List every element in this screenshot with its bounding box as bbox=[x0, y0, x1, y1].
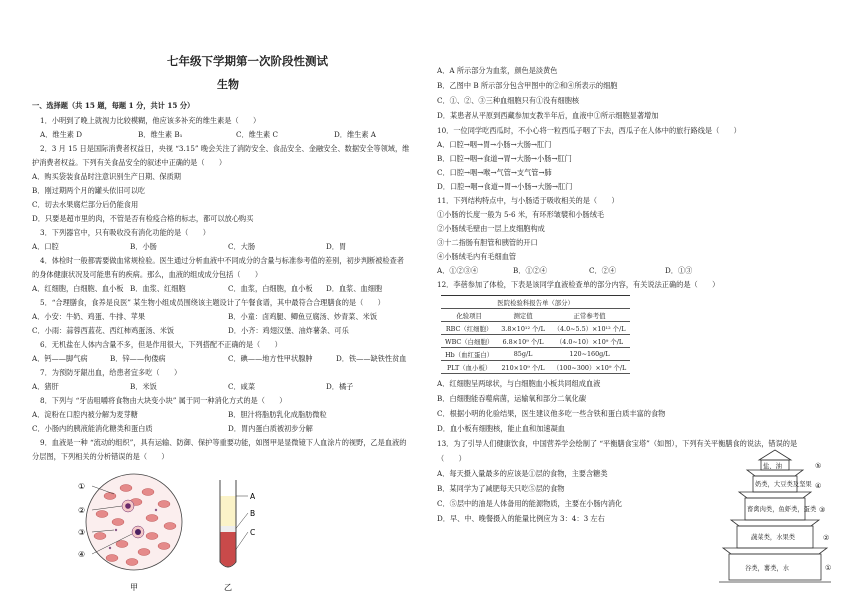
question-8: 8．下列与 “牙齿咀嚼将食物由大块变小块” 属于同一种消化方式的是（ ） bbox=[40, 396, 287, 405]
lab-report-table bbox=[441, 295, 630, 374]
question-11: 11．下列结构特点中，与小肠适于吸收相关的是（ ） bbox=[437, 196, 619, 205]
option[interactable]: C．小肠内的胰液能消化糖类和蛋白质 bbox=[32, 424, 153, 433]
table-row bbox=[441, 335, 630, 348]
option[interactable]: D．胃 bbox=[326, 242, 347, 251]
question-12: 12．李蓓参加了体检，下表是该同学血液检查单的部分内容，有关说法正确的是（ ） bbox=[437, 280, 720, 289]
option[interactable]: C．②④ bbox=[589, 266, 617, 275]
cell: RBC（红细胞） bbox=[441, 322, 497, 335]
pagoda-level: 畜禽肉类，鱼虾类，蛋类 bbox=[747, 506, 817, 513]
cell: （4.0~10）×10⁹ 个/L bbox=[549, 335, 630, 348]
question-4: 4．体检时一般都需要做血常规检验。医生通过分析血液中不同成分的含量与标准参考值的差别，初步判断被检查者 bbox=[40, 256, 404, 265]
option[interactable]: D．小齐：鸡翅汉堡、油炸薯条、可乐 bbox=[228, 326, 349, 335]
option[interactable]: B．某同学为了减肥每天只吃⑤层的食物 bbox=[437, 484, 565, 493]
option[interactable]: C．大肠 bbox=[228, 242, 256, 251]
cell: PLT（血小板） bbox=[441, 361, 497, 374]
cell: 85g/L bbox=[497, 348, 549, 361]
blood-smear bbox=[78, 474, 182, 592]
cell: Hb（血红蛋白） bbox=[441, 348, 497, 361]
label: B bbox=[250, 509, 256, 518]
option[interactable]: A．猪肝 bbox=[32, 382, 59, 391]
option[interactable]: C．碘——地方性甲状腺肿 bbox=[228, 354, 313, 363]
cell: （100~300）×10⁹ 个/L bbox=[549, 361, 630, 374]
option[interactable]: B．①②④ bbox=[513, 266, 548, 275]
column-header: 化验项目 bbox=[441, 309, 497, 322]
option[interactable]: A．红细胞呈两球状，与白细胞血小板共同组成血液 bbox=[437, 379, 601, 388]
question-2: 2．3 月 15 日是国际消费者权益日，央视 “3.15” 晚会关注了消防安全、食品安全、金融安全、数据安全等领域，维 bbox=[40, 144, 410, 153]
pagoda-number: ③ bbox=[819, 506, 826, 514]
pagoda-number: ① bbox=[825, 564, 832, 572]
option[interactable]: D．①③ bbox=[665, 266, 693, 275]
q7-options bbox=[32, 382, 424, 391]
caption: 乙 bbox=[224, 583, 232, 592]
cell: （4.0~5.5）×10¹² 个/L bbox=[549, 322, 630, 335]
option[interactable]: D．胃内蛋白质被初步分解 bbox=[228, 424, 313, 433]
option[interactable]: D．铁——缺铁性贫血 bbox=[336, 354, 407, 363]
statement: ②小肠绒毛壁由一层上皮细胞构成 bbox=[437, 224, 545, 233]
option[interactable]: D．血浆、血细胞 bbox=[326, 284, 383, 293]
option[interactable]: B．血浆、红细胞 bbox=[130, 284, 186, 293]
question-7: 7．为预防牙龈出血，给患者宜多吃（ ） bbox=[40, 368, 182, 377]
cell: WBC（白细胞） bbox=[441, 335, 497, 348]
option[interactable]: C．⑤层中的油是人体备用的能源物质，主要在小肠内消化 bbox=[437, 499, 623, 508]
question-9-cont: 分层图，下列相关的分析错误的是（ ） bbox=[32, 452, 169, 461]
statement: ①小肠的长度一般为 5-6 米，有环形皱襞和小肠绒毛 bbox=[437, 210, 605, 219]
question-4-cont: 的身体健康状况及可能患有的疾病。那么，血液的组成成分包括（ ） bbox=[32, 270, 263, 279]
option[interactable]: B．小肠 bbox=[130, 242, 157, 251]
option[interactable]: A．A 所示部分为血浆，颜色是淡黄色 bbox=[437, 66, 558, 75]
test-tube bbox=[220, 480, 256, 592]
blood-figure bbox=[52, 466, 302, 596]
subject-title: 生物 bbox=[217, 78, 239, 91]
pagoda-level: 盐、油 bbox=[763, 463, 782, 470]
option[interactable]: A．红细胞，白细胞、血小板 bbox=[32, 284, 124, 293]
option[interactable]: D．某患者从平原到西藏参加支教半年后，血液中①所示细胞显著增加 bbox=[437, 111, 659, 120]
cell: 6.8×10⁹ 个/L bbox=[497, 335, 549, 348]
question-10: 10．一位同学吃西瓜时，不小心将一粒西瓜子咽了下去，西瓜子在人体中的旅行路线是（ ） bbox=[437, 126, 741, 135]
option[interactable]: D．维生素 A bbox=[334, 130, 376, 139]
question-3: 3．下列器官中，只有吸收没有消化功能的是（ ） bbox=[40, 228, 210, 237]
option[interactable]: B．米饭 bbox=[130, 382, 157, 391]
option[interactable]: C．咸菜 bbox=[228, 382, 256, 391]
label: A bbox=[250, 492, 256, 501]
option[interactable]: C．切去水果腐烂部分后仍能食用 bbox=[32, 200, 139, 209]
question-2-cont: 护消费者权益。下列有关食品安全的叙述中正确的是（ ） bbox=[32, 158, 227, 167]
option[interactable]: C．根据小明的化验结果，医生建议他多吃一些含铁和蛋白质丰富的食物 bbox=[437, 409, 666, 418]
option[interactable]: A．口腔 bbox=[32, 242, 59, 251]
option[interactable]: D．血小板有细胞核，能止血和加速凝血 bbox=[437, 424, 565, 433]
cell: 210×10⁹ 个/L bbox=[497, 361, 549, 374]
pagoda-number: ⑤ bbox=[815, 462, 822, 470]
table-row bbox=[441, 322, 630, 335]
column-header: 测定值 bbox=[497, 309, 549, 322]
pagoda-level: 蔬菜类，水果类 bbox=[751, 534, 796, 541]
option[interactable]: A．每天摄入量最多的应该是①层的食物，主要含糖类 bbox=[437, 469, 608, 478]
option[interactable]: C．①、②、③三种血细胞只有①没有细胞核 bbox=[437, 96, 580, 105]
option[interactable]: A．小安：牛奶、鸡蛋、牛排、苹果 bbox=[32, 312, 146, 321]
q1-options bbox=[40, 130, 432, 139]
table-header bbox=[441, 309, 630, 322]
option[interactable]: A．淀粉在口腔内被分解为麦芽糖 bbox=[32, 410, 138, 419]
question-9: 9．血液是一种 “流动的组织”，具有运输、防御、保护等重要功能，如图甲是显微镜下人血涂片的视野，乙是血液的 bbox=[40, 438, 407, 447]
section-heading: 一、选择题（共 15 题，每题 1 分，共计 15 分） bbox=[32, 101, 195, 110]
column-header: 正常参考值 bbox=[549, 309, 630, 322]
cell: 120~160g/L bbox=[549, 348, 630, 361]
question-6: 6．无机盐在人体内含量不多，但是作用很大，下列搭配不正确的是（ ） bbox=[40, 340, 282, 349]
pagoda-level: 谷类，薯类，水 bbox=[745, 565, 790, 572]
option[interactable]: B．维生素 B₁ bbox=[138, 130, 183, 139]
option[interactable]: C．维生素 C bbox=[236, 130, 279, 139]
option[interactable]: B．刚过期两个月的罐头依旧可以吃 bbox=[32, 186, 146, 195]
question-13: 13．为了引导人们健康饮食，中国营养学会绘制了 “平衡膳食宝塔”（如图），下列有关平衡膳食的说法，错误的是 bbox=[437, 439, 798, 448]
option[interactable]: B．小童：卤鸡腿、鲫鱼豆腐汤、炒青菜、米饭 bbox=[228, 312, 378, 321]
option[interactable]: C．小雨：蒜蓉西蓝花、西红柿鸡蛋汤、米饭 bbox=[32, 326, 175, 335]
option[interactable]: B．胆汁将脂肪乳化成脂肪微粒 bbox=[228, 410, 327, 419]
label: ① bbox=[78, 482, 86, 491]
pagoda-number: ② bbox=[823, 534, 830, 542]
option[interactable]: B．锌——佝偻病 bbox=[110, 354, 166, 363]
statement: ③十二指肠有胆管和胰管的开口 bbox=[437, 238, 538, 247]
label: ③ bbox=[78, 528, 86, 537]
q3-options bbox=[32, 242, 424, 251]
food-pagoda bbox=[715, 446, 835, 596]
option[interactable]: D．口腔→咽→食道→胃→小肠→大肠→肛门 bbox=[437, 182, 573, 191]
pagoda-level: 奶类，大豆类及坚果 bbox=[755, 481, 812, 488]
option[interactable]: C．口腔→咽→喉→气管→支气管→肺 bbox=[437, 168, 552, 177]
cell: 3.8×10¹² 个/L bbox=[497, 322, 549, 335]
question-13-cont: （ ） bbox=[437, 454, 466, 463]
statement: ④小肠绒毛内有毛细血管 bbox=[437, 252, 517, 261]
option[interactable]: B．白细胞能吞噬病菌，运输氧和部分二氧化碳 bbox=[437, 394, 587, 403]
option[interactable]: A．口腔→咽→胃→小肠→大肠→肛门 bbox=[437, 140, 552, 149]
option[interactable]: D．橘子 bbox=[326, 382, 354, 391]
table-caption: 医院检验科报告单（部分） bbox=[441, 296, 630, 309]
option[interactable]: A．维生素 D bbox=[40, 130, 82, 139]
option[interactable]: D．只要是超市里的肉，不管是否有检疫合格的标志，都可以放心购买 bbox=[32, 214, 254, 223]
label: ② bbox=[78, 506, 86, 515]
table-row bbox=[441, 348, 630, 361]
option[interactable]: B．乙图中 B 所示部分包含甲图中的②和④所表示的细胞 bbox=[437, 81, 618, 90]
pagoda-number: ④ bbox=[815, 482, 822, 490]
option[interactable]: D．早、中、晚餐摄入的能量比例应为 3：4：3 左右 bbox=[437, 514, 605, 523]
option[interactable]: A．①②③④ bbox=[437, 266, 479, 275]
label: C bbox=[250, 528, 256, 537]
q11-options bbox=[437, 266, 741, 275]
question-1: 1．小明到了晚上就视力比较模糊，他应该多补充的维生素是（ ） bbox=[40, 116, 261, 125]
label: ④ bbox=[78, 550, 86, 559]
option[interactable]: A．购买袋装食品时注意识别生产日期、保质期 bbox=[32, 172, 181, 181]
q4-options bbox=[32, 284, 424, 293]
option[interactable]: C．血浆，白细胞，血小板 bbox=[228, 284, 313, 293]
page-title: 七年级下学期第一次阶段性测试 bbox=[167, 54, 328, 68]
option[interactable]: A．钙——脚气病 bbox=[32, 354, 88, 363]
caption: 甲 bbox=[130, 583, 138, 592]
option[interactable]: B．口腔→咽→食道→胃→大肠→小肠→肛门 bbox=[437, 154, 572, 163]
table-row bbox=[441, 361, 630, 374]
question-5: 5．“合理膳食，食养是良医” 某生物小组成员围绕该主题设计了午餐食谱，其中最符合合理膳食的是（ ） bbox=[40, 298, 385, 307]
